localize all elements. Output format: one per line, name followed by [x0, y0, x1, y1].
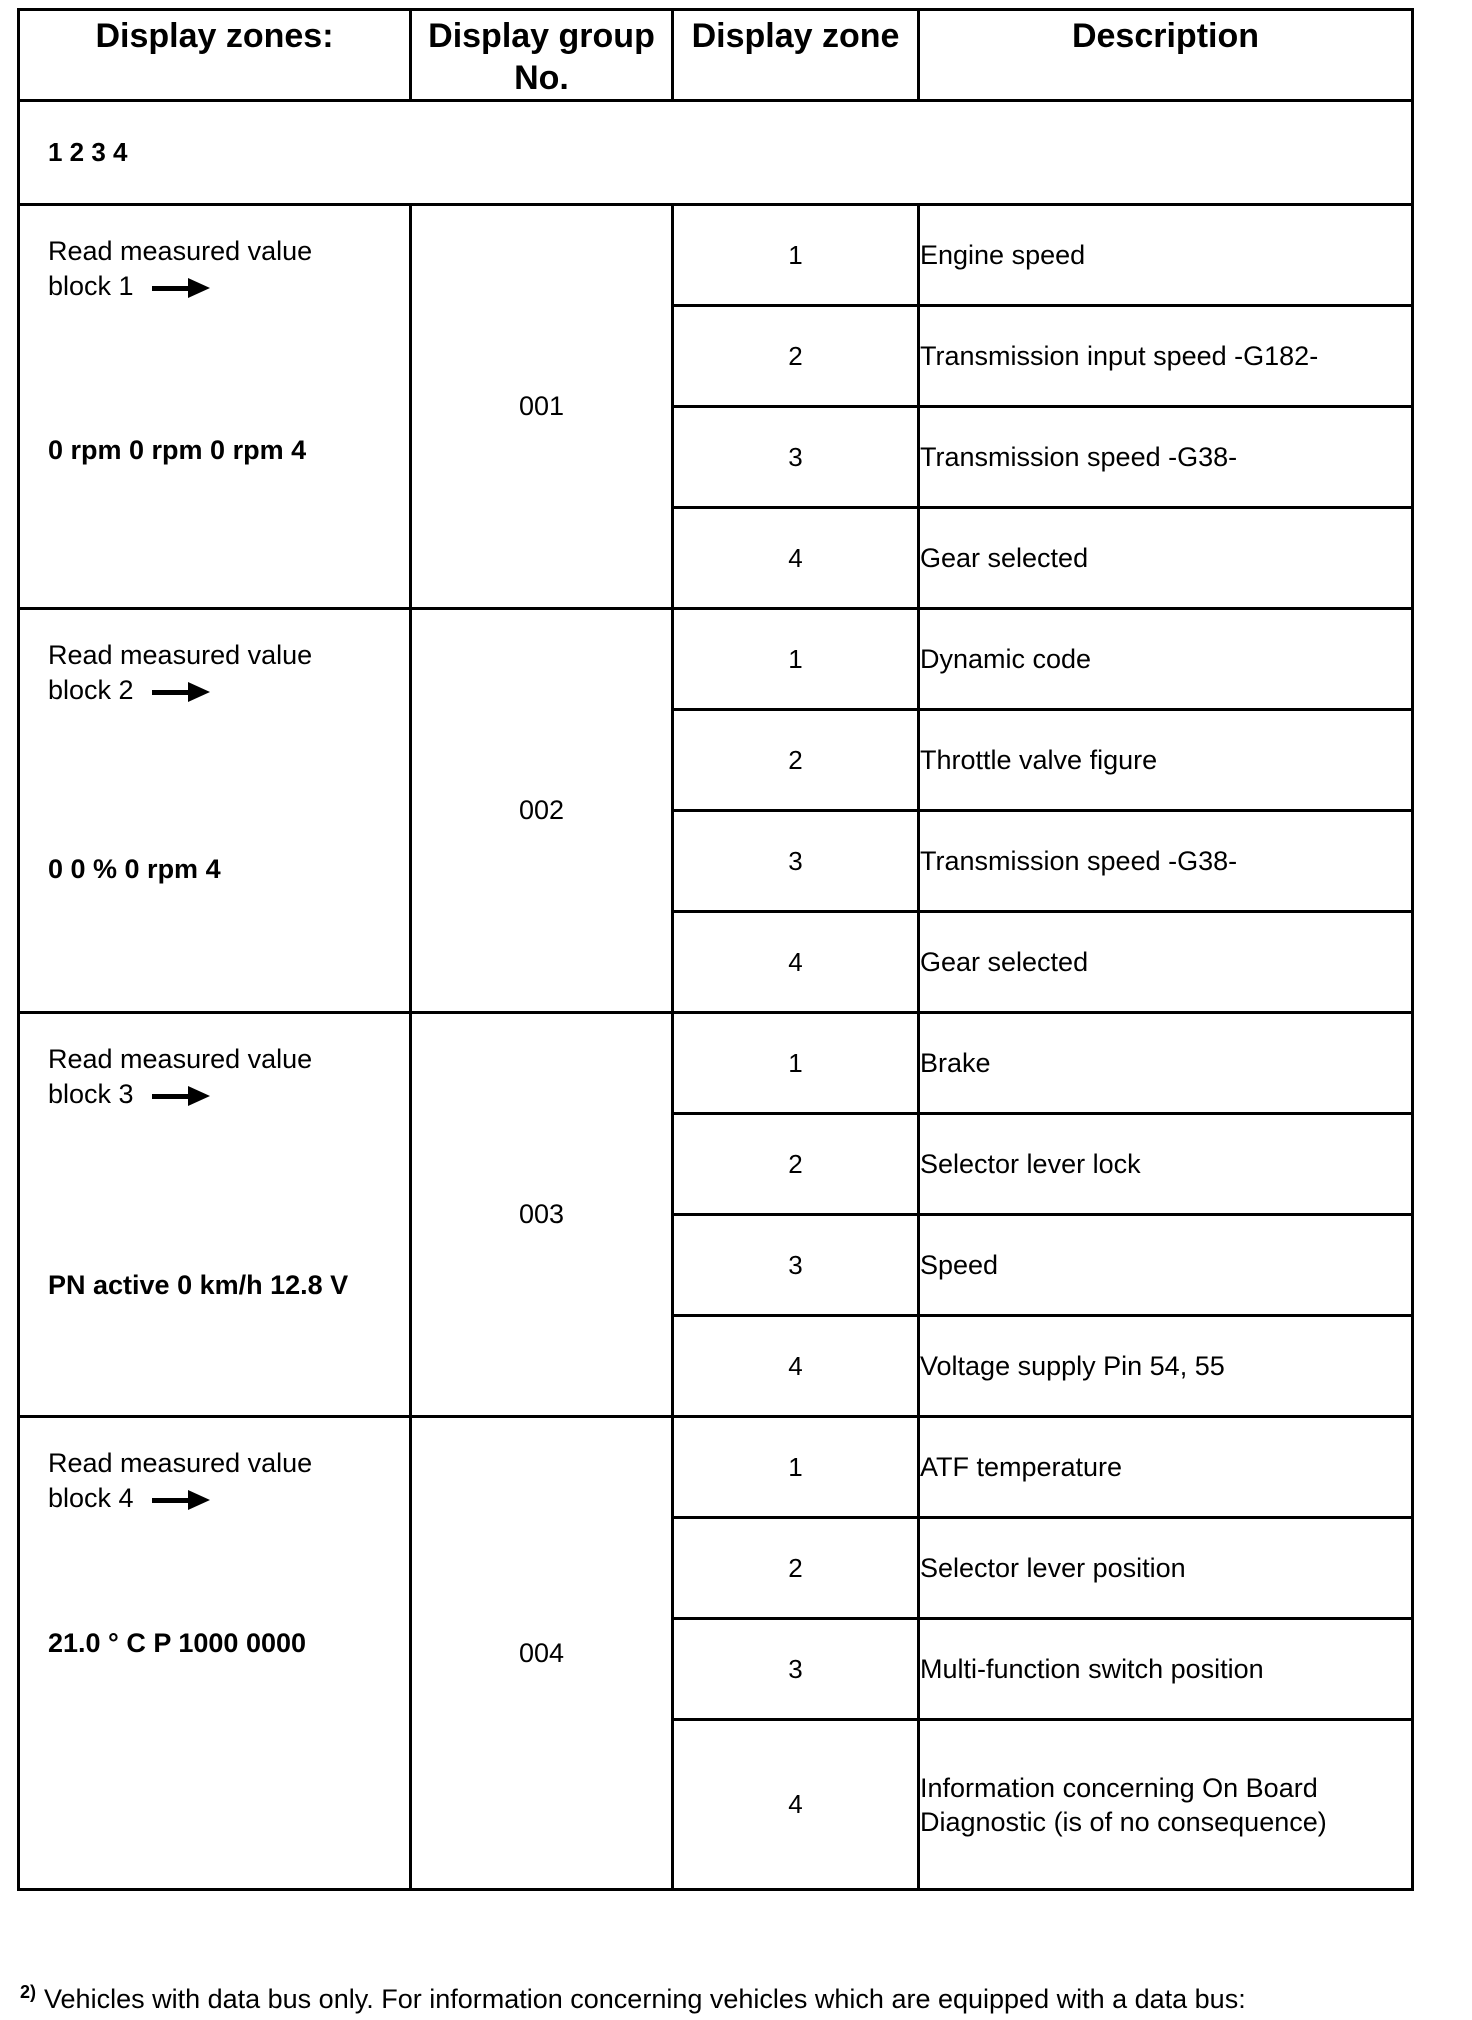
- measured-value-block-cell: [19, 205, 411, 609]
- zone-description: Multi-function switch position: [919, 1619, 1413, 1720]
- block-label-line1: Read measured value: [48, 1448, 313, 1478]
- display-zone-number: 2: [673, 1114, 919, 1215]
- header-display-zones: Display zones:: [19, 10, 411, 101]
- display-zone-number: 1: [673, 609, 919, 710]
- display-group-number: 004: [411, 1417, 673, 1890]
- display-zone-number: 3: [673, 1619, 919, 1720]
- display-group-number: 003: [411, 1013, 673, 1417]
- display-zone-number: 1: [673, 1417, 919, 1518]
- block-label: [48, 234, 312, 304]
- table-row: [19, 1417, 1413, 1518]
- zone-description: Transmission speed -G38-: [919, 407, 1413, 508]
- zones-row: [19, 101, 1413, 205]
- zone-description: Gear selected: [919, 912, 1413, 1013]
- display-zone-number: 4: [673, 1316, 919, 1417]
- block-label-line2: block 1: [48, 271, 134, 301]
- zone-description: Throttle valve figure: [919, 710, 1413, 811]
- display-zone-number: 4: [673, 1720, 919, 1890]
- table-row: [19, 609, 1413, 710]
- zone-description: Selector lever position: [919, 1518, 1413, 1619]
- block-label-line2: block 4: [48, 1483, 134, 1513]
- zone-description: Engine speed: [919, 205, 1413, 306]
- header-row: [19, 10, 1413, 101]
- display-zone-number: 4: [673, 912, 919, 1013]
- display-group-number: 001: [411, 205, 673, 609]
- display-group-number: 002: [411, 609, 673, 1013]
- measured-value-block-cell: [19, 1013, 411, 1417]
- header-display-zone: Display zone: [673, 10, 919, 101]
- table-row: [19, 205, 1413, 306]
- display-zone-number: 2: [673, 306, 919, 407]
- block-label-line2: block 2: [48, 675, 134, 705]
- footnote-text: Vehicles with data bus only. For information concerning vehicles which are equipped with a data bus:: [44, 1984, 1246, 2014]
- block-label-line1: Read measured value: [48, 236, 313, 266]
- block-values: 0 0 % 0 rpm 4: [48, 854, 221, 884]
- arrow-right-icon: [152, 1085, 210, 1107]
- arrow-right-icon: [152, 277, 210, 299]
- block-label: [48, 1042, 312, 1112]
- arrow-right-icon: [152, 681, 210, 703]
- block-label-line1: Read measured value: [48, 640, 313, 670]
- table-row: [19, 1013, 1413, 1114]
- display-zone-number: 3: [673, 407, 919, 508]
- zone-description: Dynamic code: [919, 609, 1413, 710]
- measured-value-block-cell: [19, 609, 411, 1013]
- header-display-group-no: Display group No.: [411, 10, 673, 101]
- block-label-line1: Read measured value: [48, 1044, 313, 1074]
- display-zone-number: 2: [673, 710, 919, 811]
- zone-description: Transmission input speed -G182-: [919, 306, 1413, 407]
- header-description: Description: [919, 10, 1413, 101]
- footnote-marker: 2): [20, 1982, 37, 2002]
- zone-description: ATF temperature: [919, 1417, 1413, 1518]
- measured-value-table: [17, 8, 1414, 1891]
- display-zone-number: 3: [673, 811, 919, 912]
- zone-description: Brake: [919, 1013, 1413, 1114]
- arrow-right-icon: [152, 1489, 210, 1511]
- block-values: 21.0 ° C P 1000 0000: [48, 1628, 307, 1658]
- display-zone-number: 3: [673, 1215, 919, 1316]
- block-label: [48, 638, 312, 708]
- display-zone-number: 1: [673, 1013, 919, 1114]
- measured-value-block-cell: [19, 1417, 411, 1890]
- block-values: PN active 0 km/h 12.8 V: [48, 1270, 349, 1300]
- zone-description: Information concerning On Board Diagnostic (is of no consequence): [919, 1720, 1413, 1890]
- block-label-line2: block 3: [48, 1079, 134, 1109]
- display-zone-number: 1: [673, 205, 919, 306]
- display-zone-number: 4: [673, 508, 919, 609]
- zone-description: Voltage supply Pin 54, 55: [919, 1316, 1413, 1417]
- footnote: [20, 1982, 1246, 2015]
- block-values: 0 rpm 0 rpm 0 rpm 4: [48, 435, 307, 465]
- zone-description: Transmission speed -G38-: [919, 811, 1413, 912]
- zone-description: Gear selected: [919, 508, 1413, 609]
- zones-row-label: 1 2 3 4: [19, 101, 1413, 205]
- zone-description: Selector lever lock: [919, 1114, 1413, 1215]
- display-zone-number: 2: [673, 1518, 919, 1619]
- zone-description: Speed: [919, 1215, 1413, 1316]
- block-label: [48, 1446, 312, 1516]
